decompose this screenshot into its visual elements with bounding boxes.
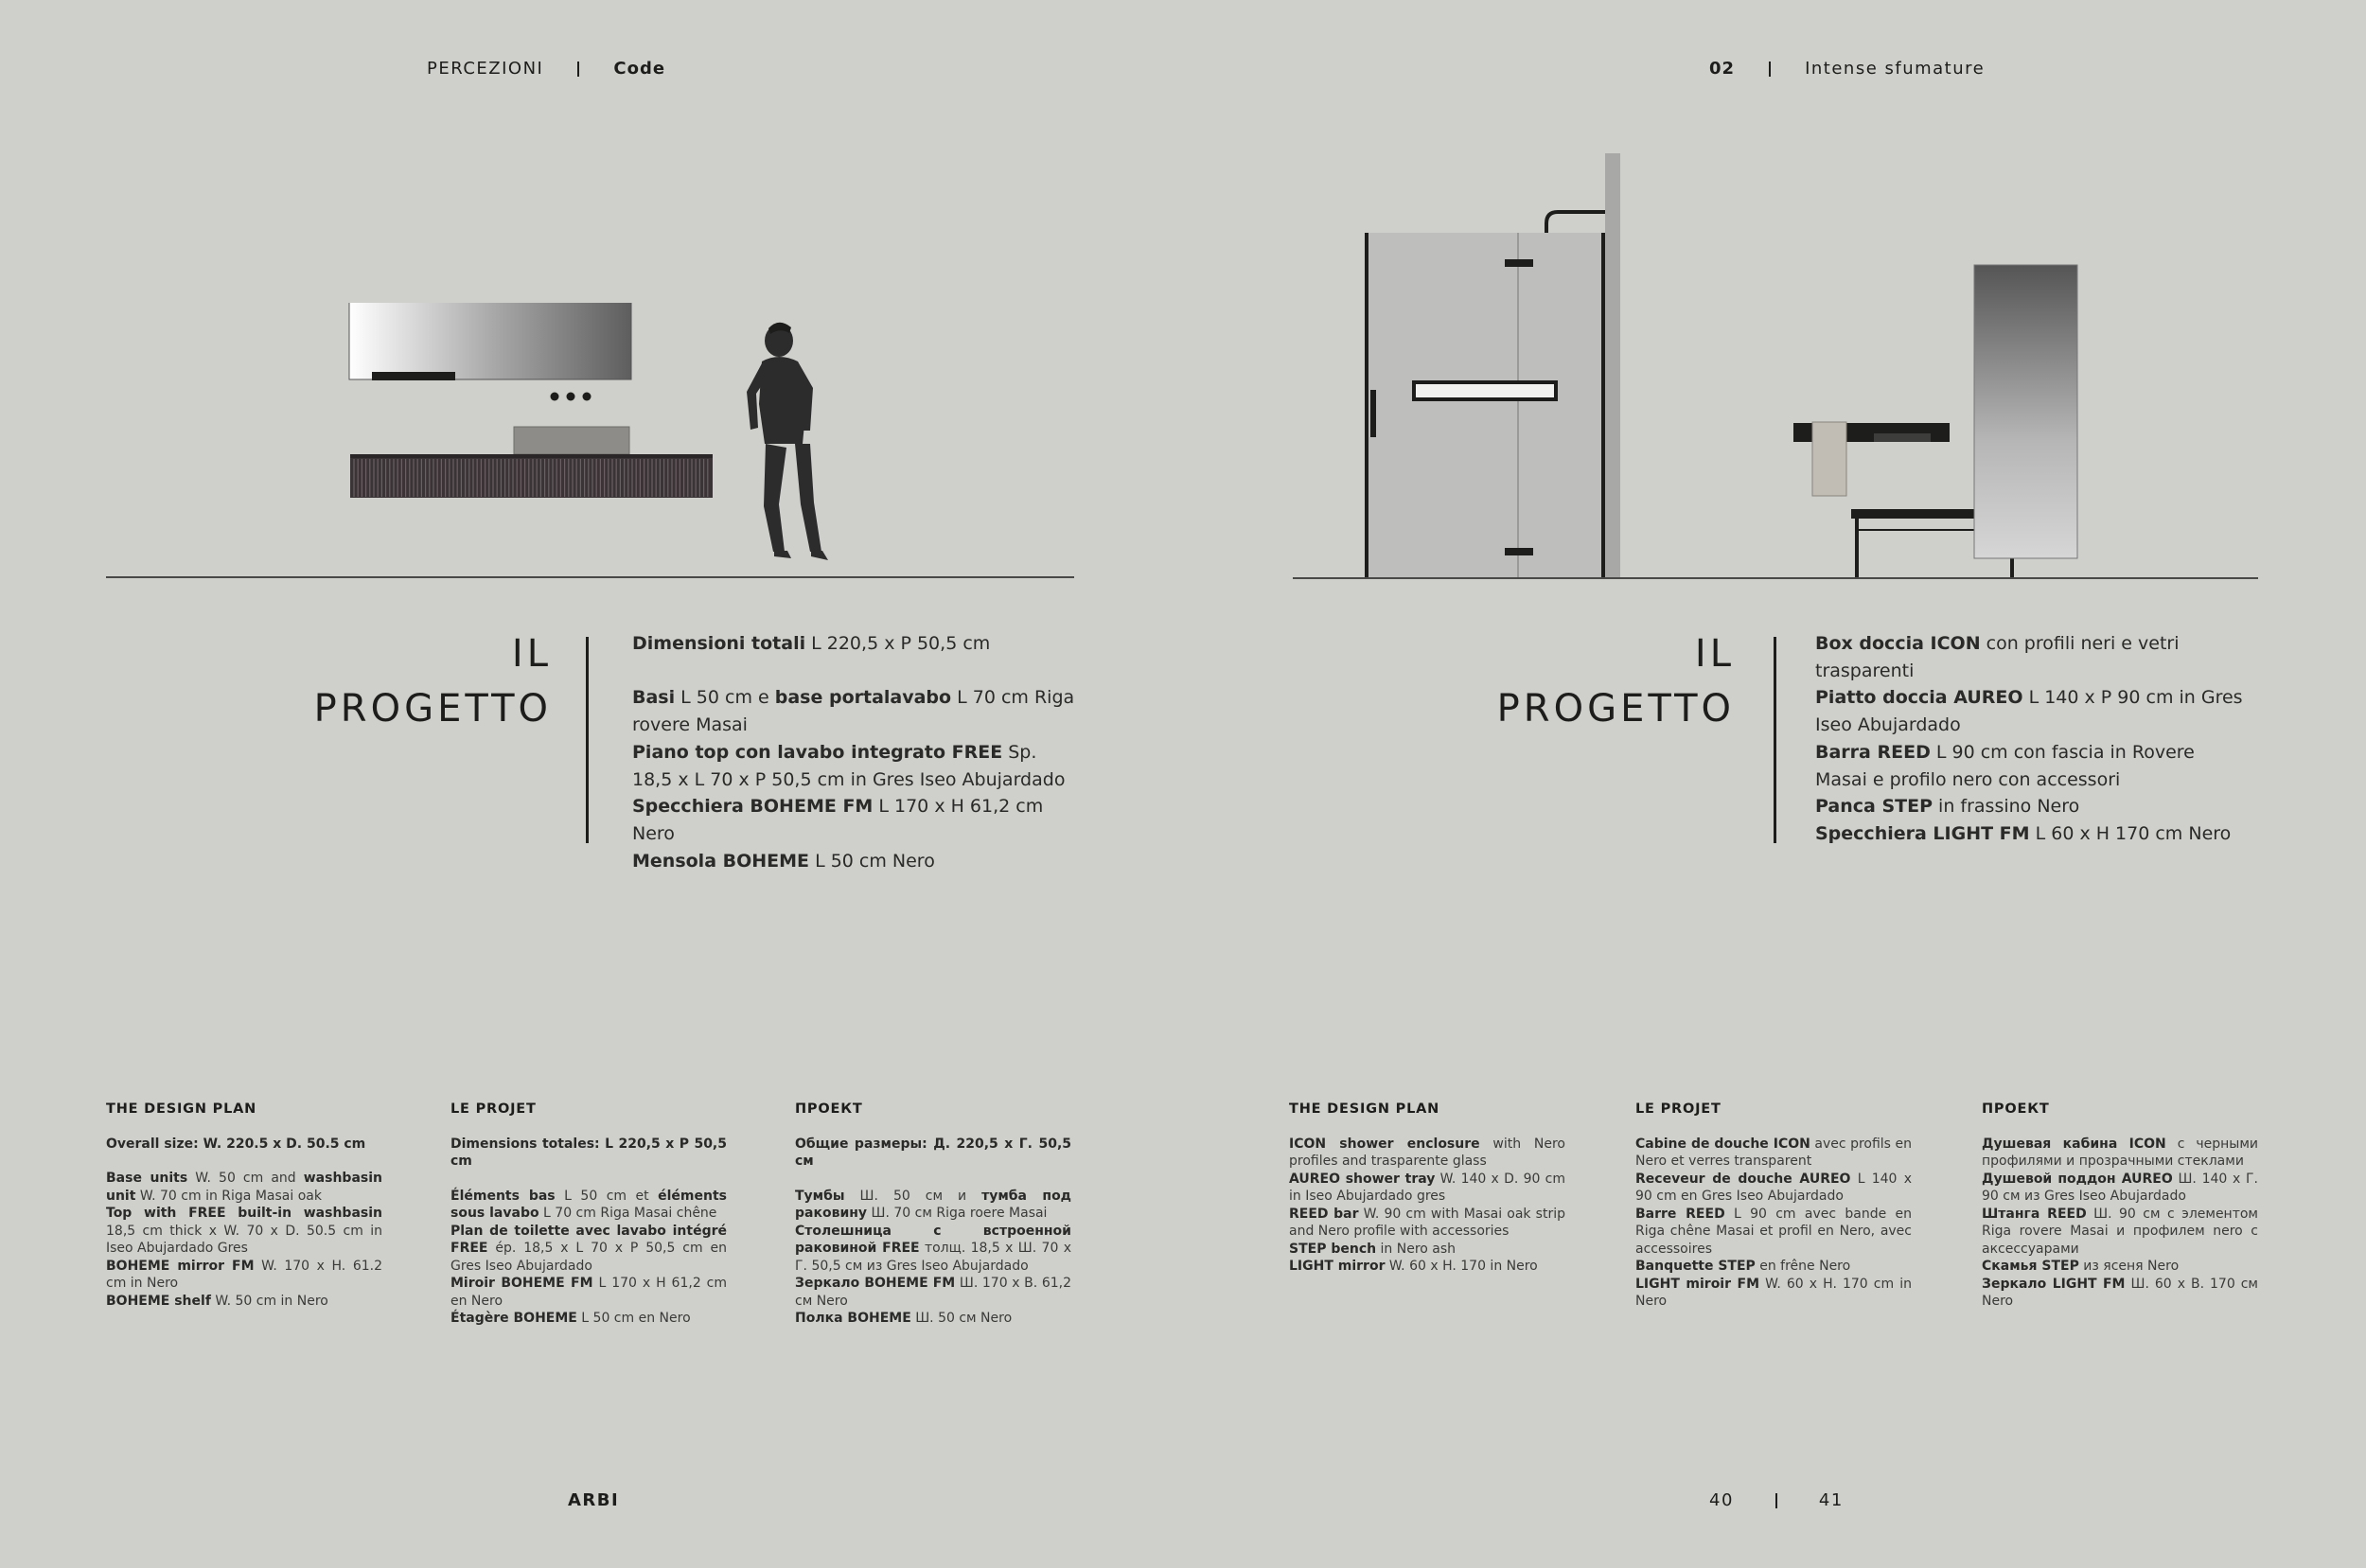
item-bold: washbasin unit — [106, 1171, 382, 1204]
translation-item — [106, 1170, 382, 1205]
boheme-mirror — [349, 303, 631, 380]
item-bold: Скамья STEP — [1982, 1259, 2079, 1274]
spec-gap — [632, 658, 1077, 685]
translation-item — [1982, 1206, 2258, 1259]
item-text: W. 50 cm in Nero — [210, 1293, 328, 1309]
base-units — [350, 454, 713, 498]
item-text: Ш. 140 x Г. 90 см из Gres Iseo Abujardado — [1982, 1171, 2258, 1204]
title-line-2: PROGETTO — [1496, 687, 1735, 731]
page-number-left: 40 — [1709, 1490, 1734, 1510]
translation-item — [1289, 1206, 1565, 1241]
item-bold: BOHEME shelf — [106, 1293, 211, 1309]
translation-ru-right — [1982, 1101, 2258, 1311]
shower-head — [1546, 212, 1605, 233]
page-number-right: 41 — [1818, 1490, 1844, 1510]
spec-item — [632, 630, 1077, 658]
title-line-1: IL — [511, 632, 552, 676]
translation-heading: ПРОЕКТ — [795, 1101, 863, 1117]
item-text: Ш. 70 см Riga roere Masai — [867, 1206, 1048, 1221]
item-bold: LIGHT mirror — [1289, 1259, 1386, 1274]
translation-item — [1982, 1258, 2258, 1276]
item-bold: Éléments bas — [450, 1188, 556, 1204]
item-bold: Тумбы — [795, 1188, 845, 1204]
brand-name: ARBI — [568, 1490, 620, 1510]
item-bold: Cabine de douche ICON — [1635, 1136, 1810, 1152]
icon-shower-enclosure — [1365, 233, 1605, 577]
translation-fr-right — [1635, 1101, 1912, 1311]
reed-bar — [1793, 422, 1950, 496]
item-bold: Receveur de douche AUREO — [1635, 1171, 1851, 1187]
item-bold: тумба под раковину — [795, 1188, 1071, 1221]
item-text: W. 170 x H. 61.2 cm in Nero — [106, 1258, 382, 1291]
item-bold: Душевая кабина ICON — [1982, 1136, 2166, 1152]
translation-item — [450, 1310, 727, 1328]
item-bold: Barra REED — [1815, 741, 1931, 763]
item-bold: Полка BOHEME — [795, 1311, 911, 1326]
item-text: L 220,5 x P 50,5 cm — [805, 633, 991, 654]
translation-lead: Dimensions totales: L 220,5 x P 50,5 cm — [450, 1136, 727, 1169]
section-title: PERCEZIONI — [427, 59, 544, 79]
page-numbers — [1709, 1490, 1844, 1510]
right-project-title — [1467, 626, 1735, 736]
item-text: Ш. 50 см Nero — [910, 1311, 1013, 1326]
item-text: L 140 x P 90 cm in Gres Iseo Abujardado — [1815, 687, 2243, 736]
right-divider — [1774, 637, 1776, 843]
item-text: L 60 x H 170 cm Nero — [2029, 822, 2232, 844]
translation-item — [1982, 1276, 2258, 1311]
item-text: with Nero profiles and trasparente glass — [1289, 1136, 1565, 1169]
translation-item — [1289, 1136, 1565, 1171]
item-text: Sp. 18,5 x L 70 x P 50,5 cm in Gres Iseo Abujardado — [632, 741, 1066, 790]
item-text: in frassino Nero — [1933, 796, 2080, 818]
header-right — [1709, 59, 1985, 79]
translation-item — [106, 1205, 382, 1258]
item-text: L 50 cm et — [555, 1188, 659, 1204]
wall-column — [1605, 153, 1620, 577]
item-bold: Banquette STEP — [1635, 1259, 1756, 1274]
right-spec-list — [1815, 630, 2251, 848]
translation-heading: LE PROJET — [450, 1101, 537, 1117]
spec-item — [632, 684, 1077, 738]
item-bold: éléments sous lavabo — [450, 1188, 728, 1221]
title-line-1: IL — [1694, 632, 1735, 676]
item-text: en frêne Nero — [1755, 1259, 1851, 1274]
item-bold: AUREO shower tray — [1289, 1171, 1436, 1187]
item-bold: BOHEME mirror FM — [106, 1258, 255, 1274]
spec-item — [632, 793, 1077, 847]
item-text: из ясеня Nero — [2078, 1259, 2180, 1274]
item-text: L 140 x 90 cm en Gres Iseo Abujardado — [1635, 1171, 1912, 1204]
translation-heading: ПРОЕКТ — [1982, 1101, 2050, 1117]
item-text: Ш. 90 см с элементом Riga rovere Masai и профилем nero с аксессуарами — [1982, 1206, 2258, 1257]
item-bold: Зеркало BOHEME FM — [795, 1276, 956, 1291]
vanity-elevation-drawing — [95, 303, 1079, 615]
title-line-2: PROGETTO — [313, 687, 552, 731]
spec-item — [1815, 793, 2251, 820]
item-bold: Душевой поддон AUREO — [1982, 1171, 2173, 1187]
item-text: L 90 cm avec bande en Riga chêne Masai et profil en Nero, avec accessoires — [1635, 1206, 1912, 1257]
item-text: с черными профилями и прозрачными стеклами — [1982, 1136, 2258, 1169]
wall-taps — [551, 393, 592, 401]
item-bold: Barre REED — [1635, 1206, 1725, 1222]
translation-item — [1635, 1206, 1912, 1259]
free-washbasin — [514, 427, 629, 454]
translation-item — [1289, 1258, 1565, 1276]
translation-lead: Overall size: W. 220.5 x D. 50.5 cm — [106, 1136, 366, 1152]
item-text: L 70 cm Riga Masai chêne — [539, 1206, 717, 1221]
item-text: Ш. 170 x В. 61,2 см Nero — [795, 1276, 1072, 1309]
item-text: L 170 x H 61,2 cm en Nero — [450, 1276, 728, 1309]
item-bold: Top with FREE built-in washbasin — [106, 1206, 382, 1221]
item-bold: Panca STEP — [1815, 796, 1933, 818]
spec-item — [1815, 739, 2251, 793]
translation-item — [795, 1275, 1071, 1310]
item-text: 18,5 cm thick x W. 70 x D. 50.5 cm in Iseo Abujardado Gres — [106, 1223, 382, 1256]
item-text: L 70 cm Riga rovere Masai — [632, 687, 1075, 736]
translation-item — [1982, 1136, 2258, 1171]
item-text: ép. 18,5 x L 70 x P 50,5 cm en Gres Iseo Abujardado — [450, 1241, 727, 1274]
translation-fr-left — [450, 1101, 727, 1328]
man-figure — [747, 323, 828, 560]
item-bold: Box doccia ICON — [1815, 633, 1981, 654]
header-divider — [1769, 62, 1771, 77]
translation-en-left — [106, 1101, 382, 1310]
item-text: W. 90 cm with Masai oak strip and Nero profile with accessories — [1289, 1206, 1565, 1239]
translation-item — [1635, 1276, 1912, 1311]
footer-divider — [1775, 1493, 1777, 1508]
item-bold: Piatto doccia AUREO — [1815, 687, 2023, 709]
item-bold: Miroir BOHEME FM — [450, 1276, 593, 1291]
translation-item — [450, 1188, 727, 1223]
header-left — [427, 59, 665, 79]
item-bold: ICON shower enclosure — [1289, 1136, 1480, 1152]
item-bold: Штанга REED — [1982, 1206, 2087, 1222]
item-text: L 170 x H 61,2 cm Nero — [632, 796, 1044, 844]
translation-item — [1982, 1171, 2258, 1206]
item-text: L 90 cm con fascia in Rovere Masai e profilo nero con accessori — [1815, 741, 2195, 790]
spec-item — [1815, 684, 2251, 738]
translation-heading: THE DESIGN PLAN — [1289, 1101, 1440, 1117]
translation-item — [450, 1275, 727, 1310]
light-mirror — [1974, 265, 2077, 558]
item-text: in Nero ash — [1376, 1241, 1457, 1257]
item-text: W. 70 cm in Riga Masai oak — [135, 1188, 322, 1204]
item-bold: STEP bench — [1289, 1241, 1377, 1257]
item-text: W. 60 x H. 170 in Nero — [1385, 1259, 1538, 1274]
translation-item — [1289, 1241, 1565, 1259]
item-text: L 50 cm e — [675, 687, 775, 709]
left-project-title — [284, 626, 552, 736]
translation-item — [1635, 1258, 1912, 1276]
item-bold: Étagère BOHEME — [450, 1311, 577, 1326]
item-bold: LIGHT miroir FM — [1635, 1276, 1760, 1292]
item-text: L 50 cm Nero — [809, 850, 935, 872]
header-divider — [577, 62, 579, 77]
spec-item — [1815, 630, 2251, 684]
translation-item — [1635, 1171, 1912, 1206]
item-text: avec profils en Nero et verres transparent — [1635, 1136, 1912, 1169]
spec-item — [632, 848, 1077, 875]
item-text: L 50 cm en Nero — [576, 1311, 691, 1326]
item-bold: Plan de toilette avec lavabo intégré FREE — [450, 1223, 727, 1256]
translation-item — [106, 1258, 382, 1293]
translation-heading: THE DESIGN PLAN — [106, 1101, 257, 1117]
spec-item — [1815, 820, 2251, 848]
translation-heading: LE PROJET — [1635, 1101, 1722, 1117]
translation-item — [450, 1223, 727, 1276]
item-text: W. 60 x H. 170 cm in Nero — [1635, 1276, 1912, 1309]
translation-lead: Общие размеры: Д. 220,5 x Г. 50,5 см — [795, 1136, 1071, 1169]
translation-item — [1289, 1171, 1565, 1206]
item-bold: base portalavabo — [774, 687, 952, 709]
translation-ru-left — [795, 1101, 1071, 1328]
left-spec-list — [632, 630, 1077, 874]
item-bold: Столешница с встроенной раковиной FREE — [795, 1223, 1071, 1256]
item-bold: Dimensioni totali — [632, 633, 806, 654]
translation-en-right — [1289, 1101, 1565, 1276]
translation-item — [795, 1223, 1071, 1276]
item-text: Ш. 50 см и — [844, 1188, 982, 1204]
chapter-subtitle: Intense sfumature — [1805, 59, 1986, 79]
translation-item — [1635, 1136, 1912, 1171]
spec-item — [632, 739, 1077, 793]
left-divider — [586, 637, 589, 843]
translation-item — [795, 1310, 1071, 1328]
item-text: толщ. 18,5 x Ш. 70 x Г. 50,5 см из Gres Iseo Abujardado — [795, 1241, 1072, 1274]
shower-elevation-drawing — [1287, 142, 2271, 587]
translation-item — [106, 1293, 382, 1311]
chapter-number: 02 — [1709, 59, 1736, 79]
item-text: Ш. 60 x В. 170 см Nero — [1982, 1276, 2258, 1309]
item-bold: Mensola BOHEME — [632, 850, 810, 872]
item-bold: Basi — [632, 687, 676, 709]
translation-item — [795, 1188, 1071, 1223]
item-bold: Зеркало LIGHT FM — [1982, 1276, 2126, 1292]
item-bold: REED bar — [1289, 1206, 1359, 1222]
product-name: Code — [613, 59, 666, 79]
item-text: W. 140 x D. 90 cm in Iseo Abujardado gres — [1289, 1171, 1565, 1204]
item-bold: Base units — [106, 1171, 188, 1186]
item-text: W. 50 cm and — [187, 1171, 304, 1186]
item-bold: Piano top con lavabo integrato FREE — [632, 741, 1003, 763]
item-bold: Specchiera LIGHT FM — [1815, 822, 2030, 844]
item-bold: Specchiera BOHEME FM — [632, 796, 874, 818]
item-text: con profili neri e vetri trasparenti — [1815, 633, 2180, 681]
